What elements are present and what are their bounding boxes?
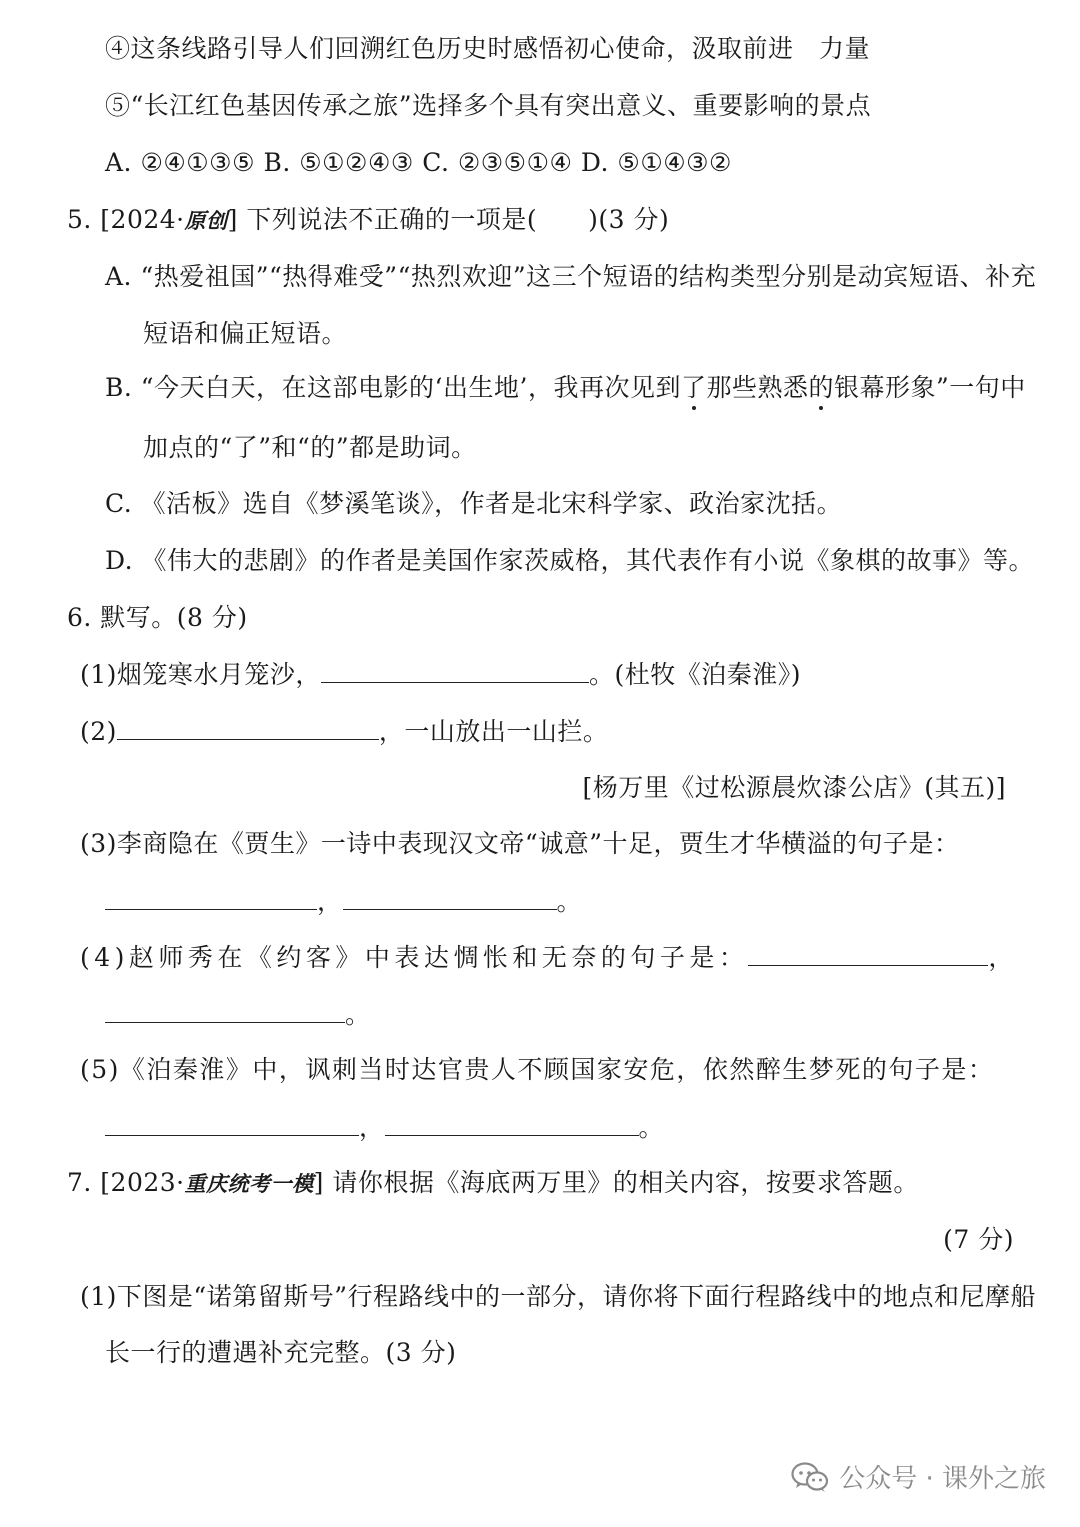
q5-option-b-line1 — [105, 372, 1026, 404]
q6-sub5-blank-1[interactable] — [105, 1111, 359, 1136]
wechat-icon — [791, 1461, 829, 1493]
q5-question: ] 下列说法不正确的一项是( )(3 分) — [227, 205, 670, 234]
q5-option-c: C. 《活板》选自《梦溪笔谈》，作者是北宋科学家、政治家沈括。 — [105, 489, 843, 518]
q6-sub1 — [80, 658, 801, 691]
q6-sub1-source: 。(杜牧《泊秦淮》) — [588, 660, 801, 689]
q5-option-a-line1: A. “热爱祖国”“热得难受”“热烈欢迎”这三个短语的结构类型分别是动宾短语、补充 — [105, 262, 1037, 291]
q5-stem — [67, 204, 669, 237]
q6-sub3-period: 。 — [556, 887, 583, 916]
q6-sub5-period: 。 — [638, 1113, 665, 1142]
q6-sub4 — [80, 941, 1018, 974]
q7-stem — [67, 1167, 919, 1200]
q7-part1-line1: (1)下图是“诺第留斯号”行程路线中的一部分，请你将下面行程路线中的地点和尼摩船 — [80, 1282, 1036, 1311]
q6-sub3-blank-1[interactable] — [105, 885, 317, 910]
watermark-text: 公众号 · 课外之旅 — [839, 1464, 1046, 1494]
q5-b-text-mid: 那些熟悉 — [706, 373, 809, 402]
q6-sub2-blank[interactable] — [117, 715, 379, 740]
q6-sub2-given: ，一山放出一山拦。 — [378, 717, 609, 746]
q4-item-4: ④这条线路引导人们回溯红色历史时感悟初心使命，汲取前进 力量 — [105, 34, 871, 63]
q5-option-d: D. 《伟大的悲剧》的作者是美国作家茨威格，其代表作有小说《象棋的故事》等。 — [105, 546, 1035, 575]
q6-sub5-answer — [105, 1111, 664, 1144]
q5-number: 5. [2024· — [67, 205, 185, 234]
q6-sub3-comma: ， — [317, 887, 343, 916]
q6-sub4-blank-2[interactable] — [105, 998, 345, 1023]
q5-option-a-line2: 短语和偏正短语。 — [143, 319, 348, 348]
q5-source: 原创 — [184, 209, 228, 233]
q6-sub3-answer — [105, 885, 582, 918]
q6-sub5: (5)《泊秦淮》中，讽刺当时达官贵人不顾国家安危，依然醉生梦死的句子是： — [80, 1055, 995, 1084]
q6-sub4-answer — [105, 998, 371, 1031]
watermark — [791, 1458, 1046, 1495]
q7-score: (7 分) — [943, 1225, 1014, 1254]
q6-sub2-number: (2) — [80, 717, 117, 746]
q5-b-text-pre: B. “今天白天，在这部电影的‘出生地’，我再次见到 — [105, 373, 681, 402]
q6-sub5-blank-2[interactable] — [385, 1111, 639, 1136]
q5-b-text-post: 银幕形象”一句中 — [834, 373, 1026, 402]
q6-sub1-blank[interactable] — [321, 658, 589, 683]
q6-title: 6. 默写。(8 分) — [67, 603, 248, 632]
q7-number: 7. [2023· — [67, 1168, 185, 1197]
q5-b-dotted-de: 的 — [808, 373, 834, 402]
q4-options: A. ②④①③⑤ B. ⑤①②④③ C. ②③⑤①④ D. ⑤①④③② — [105, 148, 732, 177]
q6-sub3: (3)李商隐在《贾生》一诗中表现汉文帝“诚意”十足，贾生才华横溢的句子是： — [80, 829, 960, 858]
q5-b-dotted-le: 了 — [680, 373, 707, 402]
q6-sub1-given: 烟笼寒水月笼沙， — [116, 660, 321, 689]
q6-sub3-blank-2[interactable] — [343, 885, 557, 910]
q7-source: 重庆统考一模 — [184, 1172, 314, 1196]
q6-sub1-number: (1) — [80, 660, 117, 689]
q6-sub2 — [80, 715, 608, 748]
q5-option-b-line2: 加点的“了”和“的”都是助词。 — [143, 433, 477, 462]
q6-sub4-comma: ， — [988, 943, 1018, 972]
q4-item-5: ⑤“长江红色基因传承之旅”选择多个具有突出意义、重要影响的景点 — [105, 91, 872, 120]
q6-sub5-comma: ， — [359, 1113, 385, 1142]
q7-question: ] 请你根据《海底两万里》的相关内容，按要求答题。 — [313, 1168, 919, 1197]
q6-sub4-blank-1[interactable] — [748, 941, 988, 966]
q6-sub2-source: [杨万里《过松源晨炊漆公店》(其五)] — [582, 773, 1006, 802]
q6-sub4-text: (4)赵师秀在《约客》中表达惆怅和无奈的句子是： — [80, 943, 749, 972]
q7-part1-line2: 长一行的遭遇补充完整。(3 分) — [105, 1338, 457, 1367]
q6-sub4-period: 。 — [345, 1000, 371, 1029]
